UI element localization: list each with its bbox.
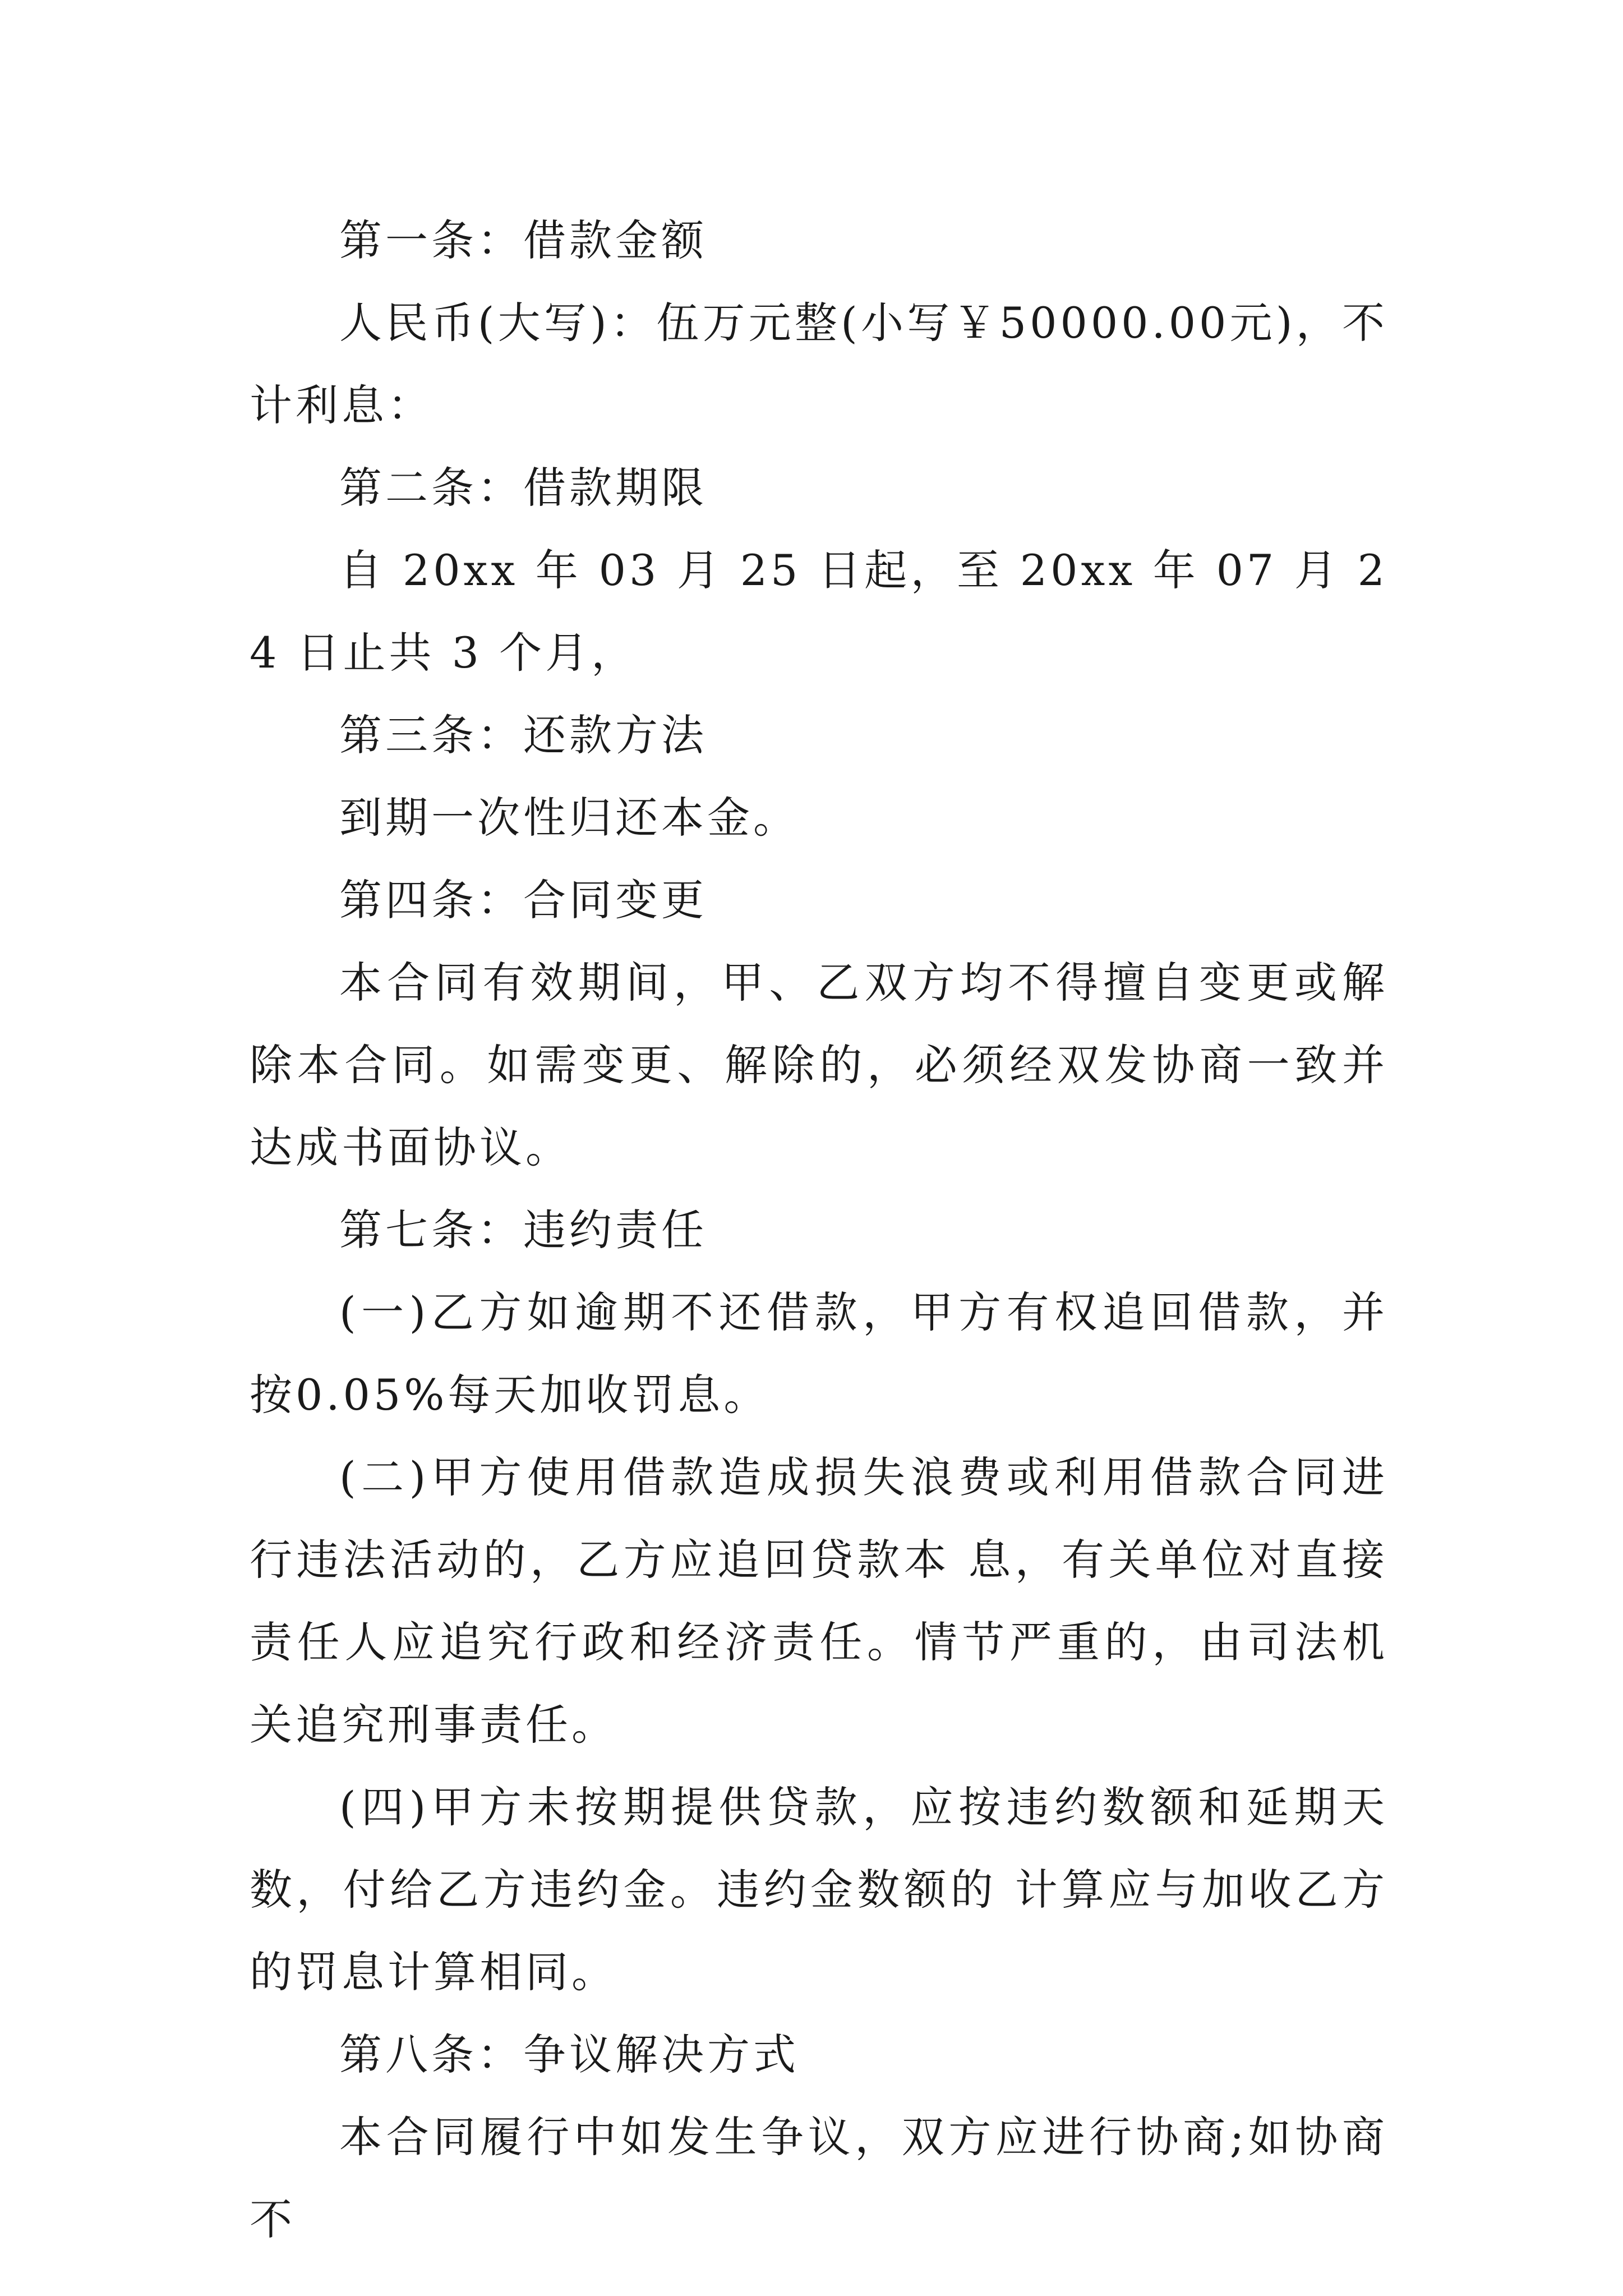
- liability-clause-2: (二)甲方使用借款造成损失浪费或利用借款合同进行违法活动的，乙方应追回贷款本 息，有关单位对直接责任人应追究行政和经济责任。情节严重的，由司法机关追究刑事责任。: [250, 1452, 1388, 1750]
- article-8-heading: 第八条：争议解决方式: [339, 2030, 799, 2079]
- repayment-method-text: 到期一次性归还本金。: [339, 793, 799, 843]
- article-4-heading: 第四条：合同变更: [339, 875, 707, 925]
- loan-amount-text: 人民币(大写)：伍万元整(小写￥50000.00元)，不计利息：: [250, 298, 1388, 430]
- loan-term-text: 自 20xx 年 03 月 25 日起，至 20xx 年 07 月 24 日止共 3 个月，: [250, 545, 1388, 678]
- document-body: [250, 199, 1388, 2261]
- contract-change-text: 本合同有效期间，甲、乙双方均不得擅自变更或解除本合同。如需变更、解除的，必须经双发协商一致并达成书面协议。: [250, 958, 1388, 1172]
- dispute-resolution-text: 本合同履行中如发生争议，双方应进行协商;如协商不: [250, 2112, 1388, 2244]
- liability-clause-4: (四)甲方未按期提供贷款，应按违约数额和延期天数，付给乙方违约金。违约金数额的 计算应与加收乙方的罚息计算相同。: [250, 1782, 1388, 1997]
- article-7-heading: 第七条：违约责任: [339, 1205, 707, 1255]
- article-3-heading: 第三条：还款方法: [339, 710, 707, 760]
- liability-clause-1: (一)乙方如逾期不还借款，甲方有权追回借款，并按0.05%每天加收罚息。: [250, 1287, 1388, 1420]
- article-2-heading: 第二条：借款期限: [339, 463, 707, 513]
- article-1-heading: 第一条：借款金额: [339, 215, 707, 265]
